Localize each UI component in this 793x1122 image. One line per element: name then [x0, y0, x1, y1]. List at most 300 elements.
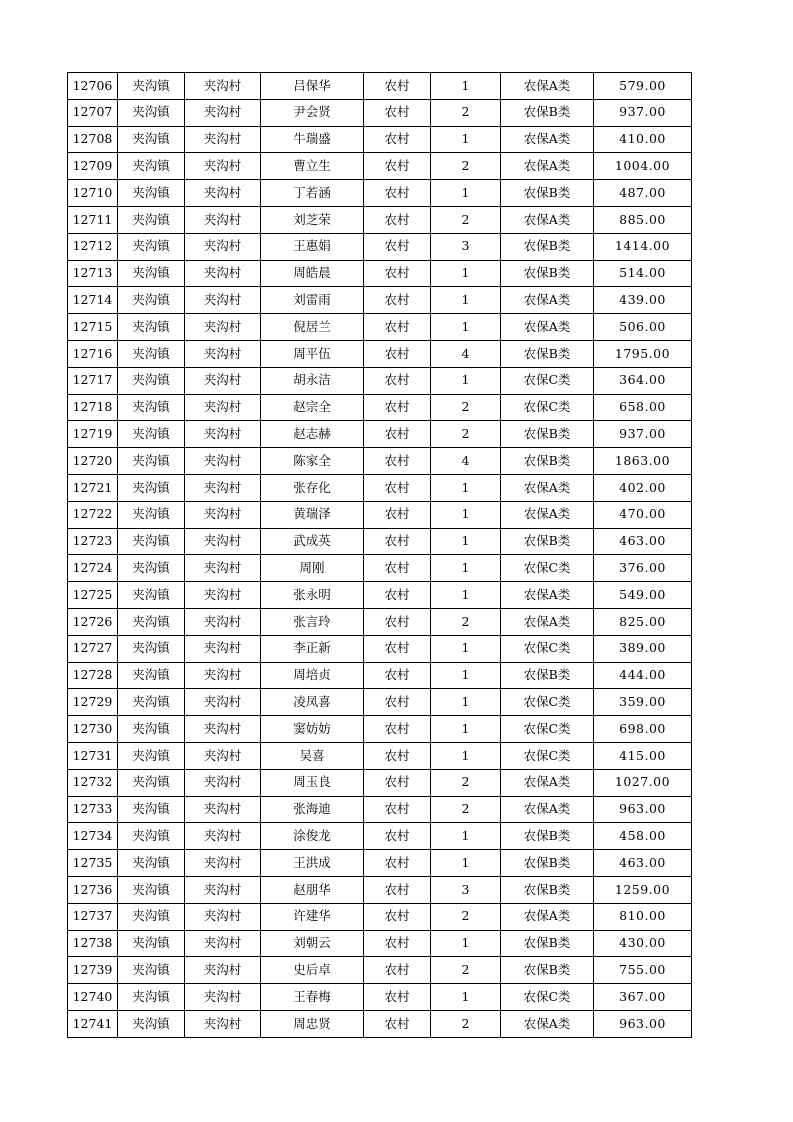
village-cell: 夹沟村: [185, 474, 261, 501]
insurance-category-cell: 农保A类: [501, 769, 594, 796]
record-id-cell: 12731: [68, 742, 118, 769]
name-cell: 赵志赫: [261, 421, 364, 448]
town-cell: 夹沟镇: [118, 957, 185, 984]
persons-count-cell: 1: [431, 474, 501, 501]
record-id-cell: 12723: [68, 528, 118, 555]
table-row: [68, 769, 692, 796]
town-cell: 夹沟镇: [118, 528, 185, 555]
record-id-cell: 12719: [68, 421, 118, 448]
record-id-cell: 12709: [68, 153, 118, 180]
village-cell: 夹沟村: [185, 394, 261, 421]
insurance-category-cell: 农保B类: [501, 876, 594, 903]
village-cell: 夹沟村: [185, 716, 261, 743]
village-cell: 夹沟村: [185, 340, 261, 367]
household-type-cell: 农村: [364, 769, 431, 796]
persons-count-cell: 1: [431, 742, 501, 769]
table-row: [68, 528, 692, 555]
name-cell: 张海迪: [261, 796, 364, 823]
town-cell: 夹沟镇: [118, 689, 185, 716]
persons-count-cell: 1: [431, 555, 501, 582]
town-cell: 夹沟镇: [118, 823, 185, 850]
table-row: [68, 555, 692, 582]
town-cell: 夹沟镇: [118, 850, 185, 877]
insurance-category-cell: 农保A类: [501, 126, 594, 153]
town-cell: 夹沟镇: [118, 73, 185, 100]
amount-cell: 1414.00: [594, 233, 692, 260]
town-cell: 夹沟镇: [118, 367, 185, 394]
table-row: [68, 501, 692, 528]
name-cell: 张永明: [261, 582, 364, 609]
record-id-cell: 12707: [68, 99, 118, 126]
amount-cell: 1259.00: [594, 876, 692, 903]
table-row: [68, 206, 692, 233]
persons-count-cell: 1: [431, 528, 501, 555]
household-type-cell: 农村: [364, 501, 431, 528]
town-cell: 夹沟镇: [118, 394, 185, 421]
name-cell: 周刚: [261, 555, 364, 582]
town-cell: 夹沟镇: [118, 984, 185, 1011]
town-cell: 夹沟镇: [118, 501, 185, 528]
persons-count-cell: 1: [431, 180, 501, 207]
insurance-category-cell: 农保C类: [501, 689, 594, 716]
persons-count-cell: 2: [431, 99, 501, 126]
household-type-cell: 农村: [364, 555, 431, 582]
village-cell: 夹沟村: [185, 501, 261, 528]
persons-count-cell: 1: [431, 662, 501, 689]
table-row: [68, 180, 692, 207]
persons-count-cell: 2: [431, 796, 501, 823]
record-id-cell: 12717: [68, 367, 118, 394]
name-cell: 王洪成: [261, 850, 364, 877]
insurance-category-cell: 农保A类: [501, 1010, 594, 1037]
village-cell: 夹沟村: [185, 287, 261, 314]
village-cell: 夹沟村: [185, 180, 261, 207]
amount-cell: 444.00: [594, 662, 692, 689]
table-row: [68, 957, 692, 984]
name-cell: 王惠娟: [261, 233, 364, 260]
table-row: [68, 608, 692, 635]
village-cell: 夹沟村: [185, 528, 261, 555]
village-cell: 夹沟村: [185, 903, 261, 930]
record-id-cell: 12710: [68, 180, 118, 207]
persons-count-cell: 1: [431, 260, 501, 287]
village-cell: 夹沟村: [185, 850, 261, 877]
household-type-cell: 农村: [364, 367, 431, 394]
persons-count-cell: 4: [431, 448, 501, 475]
name-cell: 赵朋华: [261, 876, 364, 903]
household-type-cell: 农村: [364, 528, 431, 555]
amount-cell: 825.00: [594, 608, 692, 635]
amount-cell: 506.00: [594, 314, 692, 341]
persons-count-cell: 4: [431, 340, 501, 367]
village-cell: 夹沟村: [185, 957, 261, 984]
amount-cell: 402.00: [594, 474, 692, 501]
name-cell: 窦妨妨: [261, 716, 364, 743]
name-cell: 张言玲: [261, 608, 364, 635]
persons-count-cell: 1: [431, 287, 501, 314]
town-cell: 夹沟镇: [118, 260, 185, 287]
table-row: [68, 233, 692, 260]
record-id-cell: 12730: [68, 716, 118, 743]
record-id-cell: 12735: [68, 850, 118, 877]
name-cell: 周平伍: [261, 340, 364, 367]
town-cell: 夹沟镇: [118, 314, 185, 341]
name-cell: 吴喜: [261, 742, 364, 769]
town-cell: 夹沟镇: [118, 742, 185, 769]
persons-count-cell: 1: [431, 984, 501, 1011]
persons-count-cell: 1: [431, 635, 501, 662]
persons-count-cell: 1: [431, 716, 501, 743]
amount-cell: 376.00: [594, 555, 692, 582]
table-row: [68, 716, 692, 743]
table-row: [68, 153, 692, 180]
insurance-category-cell: 农保C类: [501, 394, 594, 421]
household-type-cell: 农村: [364, 287, 431, 314]
town-cell: 夹沟镇: [118, 287, 185, 314]
town-cell: 夹沟镇: [118, 930, 185, 957]
village-cell: 夹沟村: [185, 769, 261, 796]
persons-count-cell: 1: [431, 823, 501, 850]
name-cell: 周培贞: [261, 662, 364, 689]
household-type-cell: 农村: [364, 796, 431, 823]
name-cell: 陈家全: [261, 448, 364, 475]
persons-count-cell: 1: [431, 501, 501, 528]
record-id-cell: 12721: [68, 474, 118, 501]
name-cell: 尹会贤: [261, 99, 364, 126]
record-id-cell: 12741: [68, 1010, 118, 1037]
insurance-category-cell: 农保A类: [501, 582, 594, 609]
household-type-cell: 农村: [364, 716, 431, 743]
record-id-cell: 12722: [68, 501, 118, 528]
household-type-cell: 农村: [364, 823, 431, 850]
table-row: [68, 394, 692, 421]
persons-count-cell: 1: [431, 73, 501, 100]
benefit-table: [67, 72, 692, 1038]
insurance-category-cell: 农保B类: [501, 421, 594, 448]
record-id-cell: 12736: [68, 876, 118, 903]
village-cell: 夹沟村: [185, 662, 261, 689]
name-cell: 吕保华: [261, 73, 364, 100]
town-cell: 夹沟镇: [118, 126, 185, 153]
table-row: [68, 689, 692, 716]
name-cell: 胡永洁: [261, 367, 364, 394]
insurance-category-cell: 农保B类: [501, 99, 594, 126]
insurance-category-cell: 农保B类: [501, 260, 594, 287]
household-type-cell: 农村: [364, 1010, 431, 1037]
record-id-cell: 12725: [68, 582, 118, 609]
village-cell: 夹沟村: [185, 206, 261, 233]
name-cell: 王春梅: [261, 984, 364, 1011]
table-row: [68, 582, 692, 609]
insurance-category-cell: 农保A类: [501, 314, 594, 341]
town-cell: 夹沟镇: [118, 716, 185, 743]
persons-count-cell: 1: [431, 126, 501, 153]
table-row: [68, 126, 692, 153]
household-type-cell: 农村: [364, 153, 431, 180]
town-cell: 夹沟镇: [118, 608, 185, 635]
name-cell: 丁若涵: [261, 180, 364, 207]
insurance-category-cell: 农保A类: [501, 153, 594, 180]
insurance-category-cell: 农保A类: [501, 287, 594, 314]
table-row: [68, 340, 692, 367]
amount-cell: 463.00: [594, 528, 692, 555]
record-id-cell: 12740: [68, 984, 118, 1011]
name-cell: 倪居兰: [261, 314, 364, 341]
amount-cell: 937.00: [594, 421, 692, 448]
household-type-cell: 农村: [364, 340, 431, 367]
record-id-cell: 12727: [68, 635, 118, 662]
insurance-category-cell: 农保B类: [501, 448, 594, 475]
amount-cell: 439.00: [594, 287, 692, 314]
table-row: [68, 73, 692, 100]
amount-cell: 698.00: [594, 716, 692, 743]
table-row: [68, 876, 692, 903]
town-cell: 夹沟镇: [118, 1010, 185, 1037]
name-cell: 刘芝荣: [261, 206, 364, 233]
record-id-cell: 12726: [68, 608, 118, 635]
name-cell: 刘雷雨: [261, 287, 364, 314]
village-cell: 夹沟村: [185, 876, 261, 903]
persons-count-cell: 2: [431, 903, 501, 930]
amount-cell: 367.00: [594, 984, 692, 1011]
village-cell: 夹沟村: [185, 367, 261, 394]
persons-count-cell: 2: [431, 153, 501, 180]
household-type-cell: 农村: [364, 448, 431, 475]
town-cell: 夹沟镇: [118, 876, 185, 903]
village-cell: 夹沟村: [185, 742, 261, 769]
table-row: [68, 635, 692, 662]
name-cell: 许建华: [261, 903, 364, 930]
table-row: [68, 448, 692, 475]
amount-cell: 487.00: [594, 180, 692, 207]
name-cell: 武成英: [261, 528, 364, 555]
household-type-cell: 农村: [364, 635, 431, 662]
table-row: [68, 260, 692, 287]
record-id-cell: 12706: [68, 73, 118, 100]
name-cell: 凌凤喜: [261, 689, 364, 716]
household-type-cell: 农村: [364, 930, 431, 957]
insurance-category-cell: 农保B类: [501, 930, 594, 957]
record-id-cell: 12724: [68, 555, 118, 582]
persons-count-cell: 3: [431, 876, 501, 903]
household-type-cell: 农村: [364, 582, 431, 609]
village-cell: 夹沟村: [185, 99, 261, 126]
village-cell: 夹沟村: [185, 448, 261, 475]
record-id-cell: 12737: [68, 903, 118, 930]
amount-cell: 885.00: [594, 206, 692, 233]
household-type-cell: 农村: [364, 394, 431, 421]
town-cell: 夹沟镇: [118, 903, 185, 930]
insurance-category-cell: 农保A类: [501, 608, 594, 635]
amount-cell: 549.00: [594, 582, 692, 609]
record-id-cell: 12732: [68, 769, 118, 796]
insurance-category-cell: 农保B类: [501, 233, 594, 260]
name-cell: 周忠贤: [261, 1010, 364, 1037]
household-type-cell: 农村: [364, 876, 431, 903]
amount-cell: 1004.00: [594, 153, 692, 180]
insurance-category-cell: 农保C类: [501, 716, 594, 743]
amount-cell: 963.00: [594, 1010, 692, 1037]
table-row: [68, 850, 692, 877]
name-cell: 张存化: [261, 474, 364, 501]
town-cell: 夹沟镇: [118, 340, 185, 367]
household-type-cell: 农村: [364, 903, 431, 930]
town-cell: 夹沟镇: [118, 582, 185, 609]
household-type-cell: 农村: [364, 421, 431, 448]
amount-cell: 1795.00: [594, 340, 692, 367]
household-type-cell: 农村: [364, 957, 431, 984]
insurance-category-cell: 农保B类: [501, 823, 594, 850]
name-cell: 周皓晨: [261, 260, 364, 287]
amount-cell: 463.00: [594, 850, 692, 877]
amount-cell: 658.00: [594, 394, 692, 421]
household-type-cell: 农村: [364, 608, 431, 635]
household-type-cell: 农村: [364, 689, 431, 716]
town-cell: 夹沟镇: [118, 474, 185, 501]
household-type-cell: 农村: [364, 260, 431, 287]
record-id-cell: 12720: [68, 448, 118, 475]
town-cell: 夹沟镇: [118, 180, 185, 207]
village-cell: 夹沟村: [185, 555, 261, 582]
insurance-category-cell: 农保C类: [501, 635, 594, 662]
table-row: [68, 742, 692, 769]
insurance-category-cell: 农保B类: [501, 850, 594, 877]
record-id-cell: 12729: [68, 689, 118, 716]
insurance-category-cell: 农保C类: [501, 742, 594, 769]
record-id-cell: 12733: [68, 796, 118, 823]
record-id-cell: 12708: [68, 126, 118, 153]
persons-count-cell: 2: [431, 421, 501, 448]
village-cell: 夹沟村: [185, 233, 261, 260]
record-id-cell: 12728: [68, 662, 118, 689]
household-type-cell: 农村: [364, 73, 431, 100]
persons-count-cell: 2: [431, 206, 501, 233]
persons-count-cell: 2: [431, 608, 501, 635]
record-id-cell: 12713: [68, 260, 118, 287]
village-cell: 夹沟村: [185, 260, 261, 287]
table-row: [68, 474, 692, 501]
name-cell: 史后卓: [261, 957, 364, 984]
household-type-cell: 农村: [364, 126, 431, 153]
insurance-category-cell: 农保B类: [501, 528, 594, 555]
insurance-category-cell: 农保B类: [501, 957, 594, 984]
village-cell: 夹沟村: [185, 689, 261, 716]
insurance-category-cell: 农保C类: [501, 555, 594, 582]
amount-cell: 470.00: [594, 501, 692, 528]
amount-cell: 963.00: [594, 796, 692, 823]
table-row: [68, 99, 692, 126]
amount-cell: 364.00: [594, 367, 692, 394]
persons-count-cell: 1: [431, 930, 501, 957]
insurance-category-cell: 农保A类: [501, 903, 594, 930]
household-type-cell: 农村: [364, 180, 431, 207]
insurance-category-cell: 农保C类: [501, 984, 594, 1011]
amount-cell: 755.00: [594, 957, 692, 984]
amount-cell: 389.00: [594, 635, 692, 662]
town-cell: 夹沟镇: [118, 635, 185, 662]
village-cell: 夹沟村: [185, 608, 261, 635]
village-cell: 夹沟村: [185, 823, 261, 850]
insurance-category-cell: 农保B类: [501, 662, 594, 689]
village-cell: 夹沟村: [185, 314, 261, 341]
name-cell: 曹立生: [261, 153, 364, 180]
record-id-cell: 12734: [68, 823, 118, 850]
table-row: [68, 903, 692, 930]
insurance-category-cell: 农保B类: [501, 180, 594, 207]
household-type-cell: 农村: [364, 233, 431, 260]
amount-cell: 1863.00: [594, 448, 692, 475]
village-cell: 夹沟村: [185, 1010, 261, 1037]
table-row: [68, 823, 692, 850]
town-cell: 夹沟镇: [118, 153, 185, 180]
persons-count-cell: 1: [431, 582, 501, 609]
record-id-cell: 12715: [68, 314, 118, 341]
amount-cell: 410.00: [594, 126, 692, 153]
amount-cell: 810.00: [594, 903, 692, 930]
persons-count-cell: 1: [431, 850, 501, 877]
household-type-cell: 农村: [364, 984, 431, 1011]
household-type-cell: 农村: [364, 206, 431, 233]
amount-cell: 359.00: [594, 689, 692, 716]
town-cell: 夹沟镇: [118, 421, 185, 448]
town-cell: 夹沟镇: [118, 448, 185, 475]
record-id-cell: 12738: [68, 930, 118, 957]
table-row: [68, 314, 692, 341]
persons-count-cell: 1: [431, 314, 501, 341]
village-cell: 夹沟村: [185, 421, 261, 448]
village-cell: 夹沟村: [185, 73, 261, 100]
record-id-cell: 12716: [68, 340, 118, 367]
amount-cell: 415.00: [594, 742, 692, 769]
record-id-cell: 12711: [68, 206, 118, 233]
town-cell: 夹沟镇: [118, 99, 185, 126]
household-type-cell: 农村: [364, 99, 431, 126]
insurance-category-cell: 农保A类: [501, 206, 594, 233]
village-cell: 夹沟村: [185, 153, 261, 180]
town-cell: 夹沟镇: [118, 233, 185, 260]
town-cell: 夹沟镇: [118, 206, 185, 233]
town-cell: 夹沟镇: [118, 796, 185, 823]
table-body: [68, 73, 692, 1038]
town-cell: 夹沟镇: [118, 555, 185, 582]
amount-cell: 1027.00: [594, 769, 692, 796]
insurance-category-cell: 农保C类: [501, 367, 594, 394]
persons-count-cell: 3: [431, 233, 501, 260]
household-type-cell: 农村: [364, 742, 431, 769]
record-id-cell: 12714: [68, 287, 118, 314]
name-cell: 李正新: [261, 635, 364, 662]
amount-cell: 430.00: [594, 930, 692, 957]
village-cell: 夹沟村: [185, 582, 261, 609]
record-id-cell: 12712: [68, 233, 118, 260]
household-type-cell: 农村: [364, 662, 431, 689]
record-id-cell: 12739: [68, 957, 118, 984]
table-row: [68, 367, 692, 394]
village-cell: 夹沟村: [185, 984, 261, 1011]
amount-cell: 458.00: [594, 823, 692, 850]
insurance-category-cell: 农保A类: [501, 796, 594, 823]
name-cell: 赵宗全: [261, 394, 364, 421]
table-row: [68, 796, 692, 823]
village-cell: 夹沟村: [185, 796, 261, 823]
persons-count-cell: 2: [431, 957, 501, 984]
insurance-category-cell: 农保B类: [501, 340, 594, 367]
insurance-category-cell: 农保A类: [501, 474, 594, 501]
amount-cell: 514.00: [594, 260, 692, 287]
persons-count-cell: 2: [431, 1010, 501, 1037]
amount-cell: 579.00: [594, 73, 692, 100]
village-cell: 夹沟村: [185, 635, 261, 662]
